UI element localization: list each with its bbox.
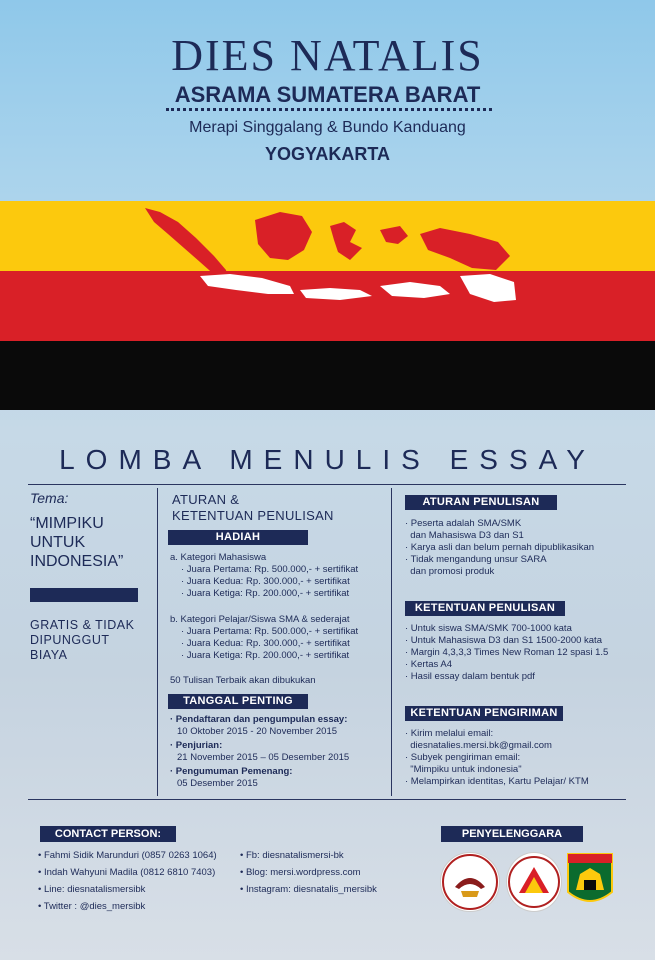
category-b: b. Kategori Pelajar/Siswa SMA & sederajat [170, 614, 350, 625]
province-emblem-icon [566, 852, 614, 910]
writing-term-item: · Hasil essay dalam bentuk pdf [405, 671, 535, 682]
category-b-item: · Juara Ketiga: Rp. 200.000,- + sertifikat [181, 650, 350, 661]
prize-header: HADIAH [168, 530, 308, 545]
writing-rule-item: · Karya asli dan belum pernah dipublikasikan [405, 542, 595, 553]
contact-item: • Line: diesnatalismersibk [38, 884, 146, 895]
dormitory-name: Merapi Singgalang & Bundo Kanduang [189, 119, 466, 136]
category-b-item: · Juara Pertama: Rp. 500.000,- + sertifikat [181, 626, 359, 637]
contact-header: CONTACT PERSON: [40, 826, 176, 842]
rules-title [172, 492, 334, 524]
sumatera-barat-logo [566, 852, 614, 910]
contact-item: • Fahmi Sidik Marunduri (0857 0263 1064) [38, 850, 217, 861]
contact-item: • Instagram: diesnatalis_mersibk [240, 884, 377, 895]
dates-header: TANGGAL PENTING [168, 694, 308, 709]
subtitle: ASRAMA SUMATERA BARAT [174, 82, 481, 107]
theme-bar [30, 588, 138, 602]
submission-item: · Kirim melalui email: [405, 728, 494, 739]
date-value: 10 Oktober 2015 - 20 November 2015 [177, 726, 338, 737]
theme-value: “MIMPIKU UNTUK INDONESIA” [30, 515, 124, 570]
submission-item: diesnatalies.mersi.bk@gmail.com [405, 740, 552, 751]
contact-item: • Blog: mersi.wordpress.com [240, 867, 361, 878]
city-name: YOGYAKARTA [264, 144, 390, 164]
writing-rules-header: ATURAN PENULISAN [405, 495, 557, 510]
divider-bottom [28, 799, 626, 800]
dormitory-logo-icon [507, 853, 561, 911]
writing-terms-header: KETENTUAN PENULISAN [405, 601, 565, 616]
organizer-header: PENYELENGGARA [441, 826, 583, 842]
contact-item: • Fb: diesnatalismersi-bk [240, 850, 344, 861]
rules-title-line1: ATURAN & [172, 492, 240, 507]
writing-term-item: · Margin 4,3,3,3 Times New Roman 12 spasi 1.5 [405, 647, 609, 658]
divider-top [28, 484, 626, 485]
rules-title-line2: KETENTUAN PENULISAN [172, 508, 334, 523]
indonesia-map-icon [0, 190, 655, 350]
main-title: DIES NATALIS [171, 31, 484, 80]
writing-rule-item: · Tidak mengandung unsur SARA [405, 554, 547, 565]
writing-rule-item: dan promosi produk [405, 566, 495, 577]
dotted-divider [166, 108, 492, 111]
writing-rule-item: · Peserta adalah SMA/SMK [405, 518, 522, 529]
submission-item: · Melampirkan identitas, Kartu Pelajar/ KTM [405, 776, 589, 787]
category-a-item: · Juara Kedua: Rp. 300.000,- + sertifikat [181, 576, 350, 587]
date-value: 21 November 2015 – 05 Desember 2015 [177, 752, 350, 763]
date-value: 05 Desember 2015 [177, 778, 258, 789]
category-a-item: · Juara Ketiga: Rp. 200.000,- + sertifikat [181, 588, 350, 599]
category-a-item: · Juara Pertama: Rp. 500.000,- + sertifikat [181, 564, 359, 575]
contact-item: • Twitter : @dies_mersibk [38, 901, 146, 912]
column-divider-1 [157, 488, 158, 796]
writing-term-item: · Kertas A4 [405, 659, 452, 670]
black-stripe [0, 341, 655, 410]
submission-item: "Mimpiku untuk indonesia" [405, 764, 522, 775]
submission-header: KETENTUAN PENGIRIMAN [405, 706, 563, 721]
theme-label: Tema: [30, 490, 69, 506]
category-b-item: · Juara Kedua: Rp. 300.000,- + sertifikat [181, 638, 350, 649]
dormitory-logo-icon [441, 853, 499, 911]
writing-term-item: · Untuk siswa SMA/SMK 700-1000 kata [405, 623, 572, 634]
bundo-kanduang-logo [440, 852, 500, 912]
merapi-singgalang-logo [506, 852, 562, 912]
submission-item: · Subyek pengiriman email: [405, 752, 521, 763]
writing-term-item: · Untuk Mahasiswa D3 dan S1 1500-2000 kata [405, 635, 602, 646]
free-of-charge: GRATIS & TIDAK DIPUNGGUT BIAYA [30, 618, 135, 662]
date-label: · Pengumuman Pemenang: [170, 766, 293, 777]
contact-item: • Indah Wahyuni Madila (0812 6810 7403) [38, 867, 216, 878]
category-a: a. Kategori Mahasiswa [170, 552, 267, 563]
date-label: · Pendaftaran dan pengumpulan essay: [170, 714, 348, 725]
column-divider-2 [391, 488, 392, 796]
date-label: · Penjurian: [170, 740, 223, 751]
published-note: 50 Tulisan Terbaik akan dibukukan [170, 675, 316, 686]
writing-rule-item: dan Mahasiswa D3 dan S1 [405, 530, 524, 541]
contest-title: LOMBA MENULIS ESSAY [59, 444, 596, 475]
